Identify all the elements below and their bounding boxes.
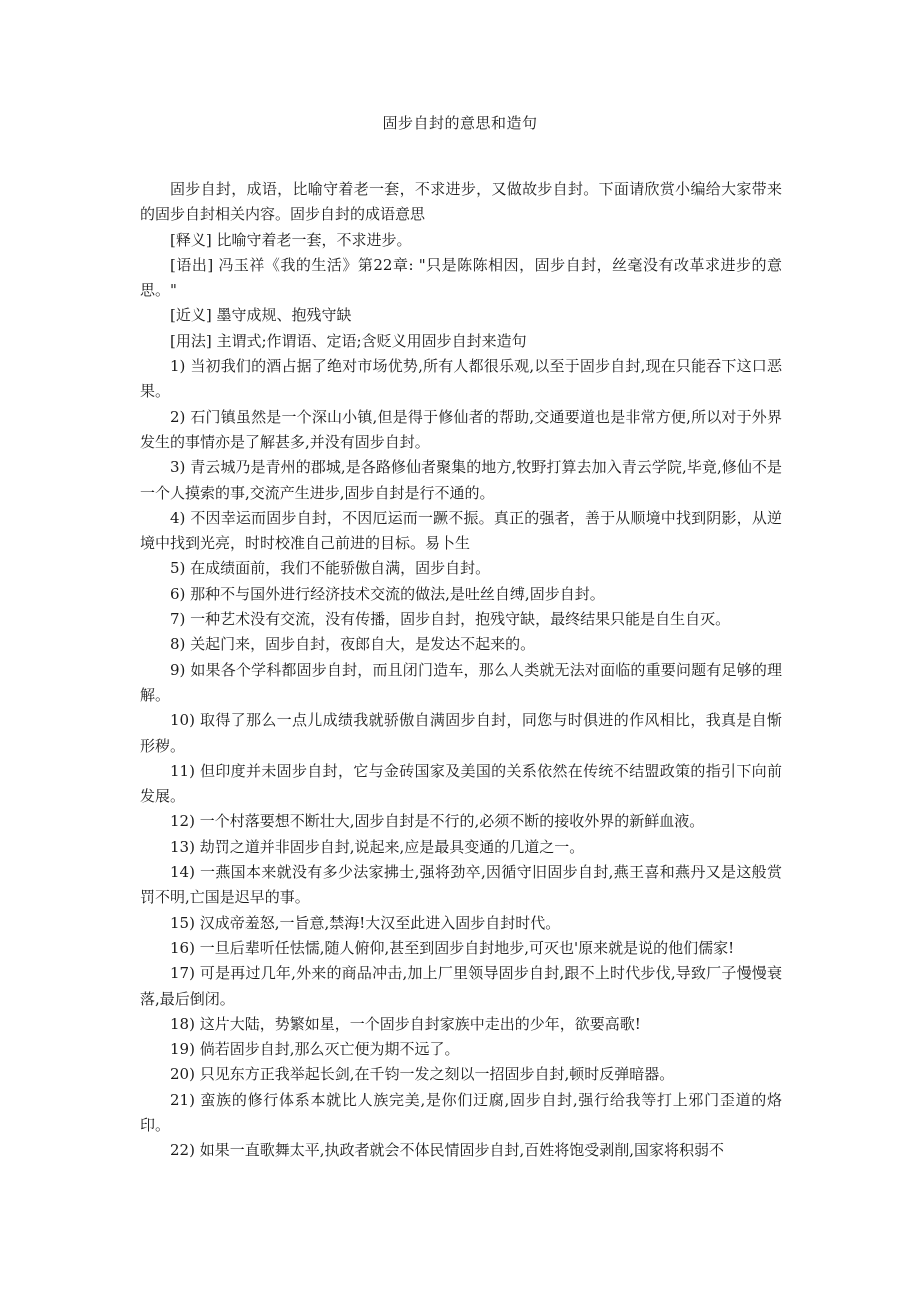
example-sentence-12: 12) 一个村落要想不断壮大,固步自封是不行的,必须不断的接收外界的新鲜血液。 bbox=[170, 812, 705, 831]
document-title: 固步自封的意思和造句 bbox=[382, 114, 538, 132]
example-sentence-17: 17) 可是再过几年,外来的商品冲击,加上厂里领导固步自封,跟不上时代步伐,导致厂子慢慢衰落,最后倒闭。 bbox=[140, 964, 782, 1008]
example-sentence-2: 2) 石门镇虽然是一个深山小镇,但是得于修仙者的帮助,交通要道也是非常方便,所以对于外界发生的事情亦是了解甚多,并没有固步自封。 bbox=[140, 407, 782, 451]
example-sentence-11: 11) 但印度并未固步自封，它与金砖国家及美国的关系依然在传统不结盟政策的指引下向前发展。 bbox=[140, 761, 782, 806]
example-sentence-20: 20) 只见东方正我举起长剑,在千钧一发之刻以一招固步自封,顿时反弹暗器。 bbox=[170, 1065, 675, 1084]
example-sentence-6: 6) 那种不与国外进行经济技术交流的做法,是吐丝自缚,固步自封。 bbox=[170, 584, 605, 603]
example-sentence-16: 16) 一旦后辈听任怯懦,随人俯仰,甚至到固步自封地步,可灭也'原来就是说的他们儒家! bbox=[170, 938, 735, 957]
example-sentence-7: 7) 一种艺术没有交流，没有传播，固步自封，抱残守缺，最终结果只能是自生自灭。 bbox=[170, 610, 731, 629]
example-sentence-9: 9) 如果各个学科都固步自封，而且闭门造车，那么人类就无法对面临的重要问题有足够的理解。 bbox=[140, 660, 782, 704]
document-body bbox=[140, 177, 782, 1164]
example-sentence-15: 15) 汉成帝羞怒,一旨意,禁海!大汉至此进入固步自封时代。 bbox=[170, 913, 561, 932]
example-sentence-14: 14) 一燕国本来就没有多少法家拂士,强将劲卒,因循守旧固步自封,燕王喜和燕丹又是这般赏罚不明,亡国是迟早的事。 bbox=[140, 863, 782, 907]
example-sentence-4: 4) 不因幸运而固步自封，不因厄运而一蹶不振。真正的强者，善于从顺境中找到阴影，从逆境中找到光亮，时时校准自己前进的目标。易卜生 bbox=[140, 508, 782, 553]
example-sentence-19: 19) 倘若固步自封,那么灭亡便为期不远了。 bbox=[170, 1040, 460, 1059]
example-sentence-1: 1) 当初我们的酒占据了绝对市场优势,所有人都很乐观,以至于固步自封,现在只能吞下这口恶果。 bbox=[140, 357, 782, 401]
example-sentence-3: 3) 青云城乃是青州的郡城,是各路修仙者聚集的地方,牧野打算去加入青云学院,毕竟,修仙不是一个人摸索的事,交流产生进步,固步自封是行不通的。 bbox=[140, 458, 782, 502]
synonym-paragraph: [近义] 墨守成规、抱残守缺 bbox=[170, 306, 352, 325]
example-sentence-21: 21) 蛮族的修行体系本就比人族完美,是你们迂腐,固步自封,强行给我等打上邪门歪道的烙印。 bbox=[140, 1090, 782, 1134]
example-sentence-8: 8) 关起门来，固步自封，夜郎自大，是发达不起来的。 bbox=[170, 635, 536, 654]
example-sentence-5: 5) 在成绩面前，我们不能骄傲自满，固步自封。 bbox=[170, 559, 491, 578]
example-sentence-22: 22) 如果一直歌舞太平,执政者就会不体民情固步自封,百姓将饱受剥削,国家将积弱不 bbox=[170, 1141, 725, 1160]
example-sentence-13: 13) 劫罚之道并非固步自封,说起来,应是最具变通的几道之一。 bbox=[170, 837, 585, 856]
usage-paragraph: [用法] 主谓式;作谓语、定语;含贬义用固步自封来造句 bbox=[170, 331, 527, 350]
intro-paragraph: 固步自封，成语，比喻守着老一套，不求进步，又做故步自封。下面请欣赏小编给大家带来的固步自封相关内容。固步自封的成语意思 bbox=[140, 180, 782, 224]
example-sentence-10: 10) 取得了那么一点儿成绩我就骄傲自满固步自封，同您与时俱进的作风相比，我真是自惭形秽。 bbox=[140, 711, 782, 755]
example-sentence-18: 18) 这片大陆，势繁如星，一个固步自封家族中走出的少年，欲要高歌! bbox=[170, 1014, 641, 1033]
definition-paragraph: [释义] 比喻守着老一套，不求进步。 bbox=[170, 230, 412, 249]
source-paragraph: [语出] 冯玉祥《我的生活》第22章: "只是陈陈相因，固步自封，丝毫没有改革求进步的意思。" bbox=[140, 255, 782, 300]
